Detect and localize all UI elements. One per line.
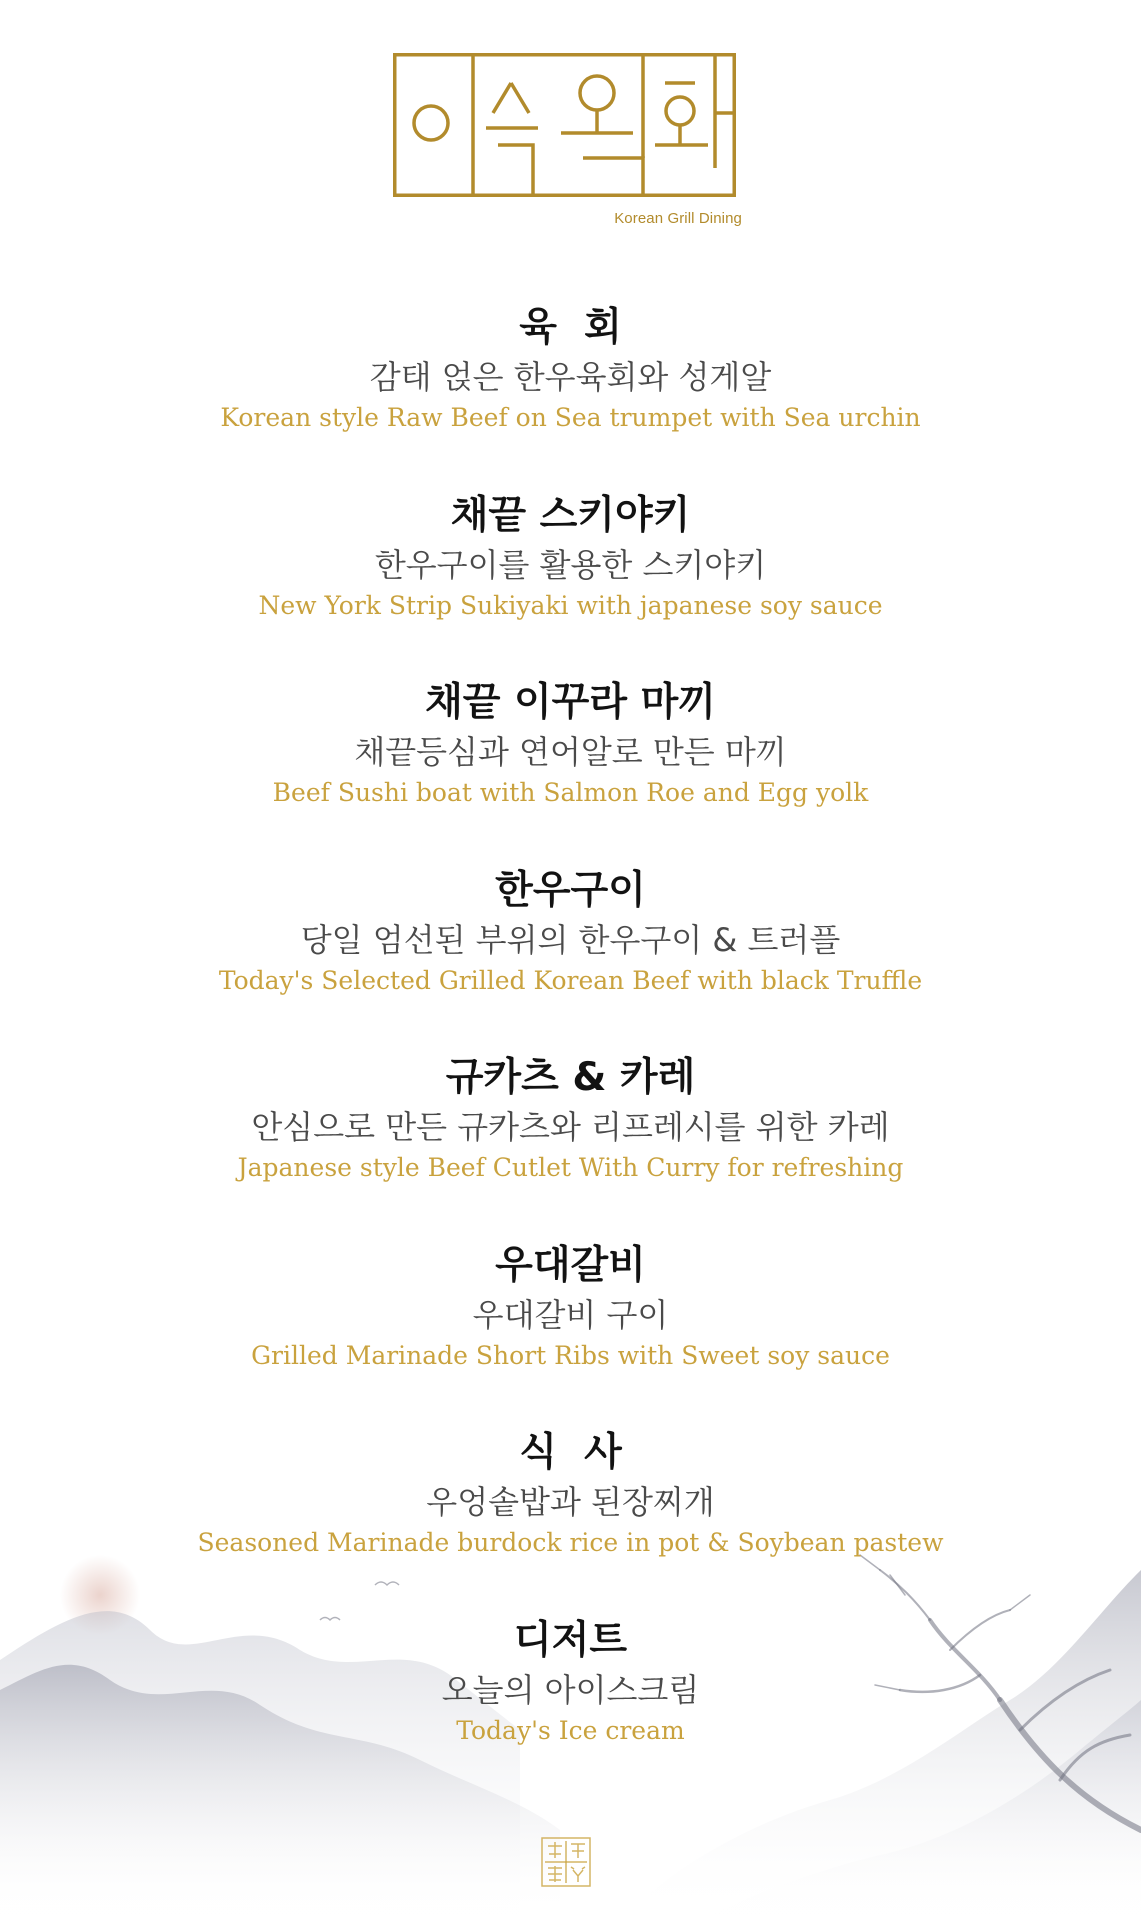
course-english-description: New York Strip Sukiyaki with japanese soy sauce [258,590,883,620]
course-item [0,1608,1141,1796]
course-korean-description: 한우구이를 활용한 스키야키 [374,545,767,584]
course-english-description: Japanese style Beef Cutlet With Curry for refreshing [237,1153,904,1182]
course-english-description: Today's Selected Grilled Korean Beef with black Truffle [218,965,923,995]
seal-stamp-icon [540,1836,592,1888]
course-english-description: Grilled Marinade Short Ribs with Sweet soy sauce [251,1340,890,1370]
course-item [0,670,1141,858]
course-title: 육 회 [519,305,622,350]
logo-subtitle: Korean Grill Dining [614,210,742,227]
course-title: 우대갈비 [495,1242,646,1288]
course-title: 식 사 [519,1430,622,1475]
course-title: 한우구이 [495,867,646,913]
course-item [0,1233,1141,1421]
course-korean-description: 우엉솥밥과 된장찌개 [426,1483,715,1521]
course-title: 채끝 스키야키 [450,492,691,538]
course-item [0,1045,1141,1233]
course-title: 규카츠 & 카레 [445,1055,696,1100]
course-korean-description: 우대갈비 구이 [472,1295,669,1334]
course-english-description: Korean style Raw Beef on Sea trumpet with Sea urchin [220,403,921,432]
course-title: 채끝 이꾸라 마끼 [425,680,716,725]
course-item [0,858,1141,1046]
course-korean-description: 오늘의 아이스크림 [441,1670,700,1709]
logo-emblem [393,53,736,197]
course-korean-description: 채끝등심과 연어알로 만든 마끼 [354,733,787,771]
restaurant-logo [390,50,742,235]
course-english-description: Today's Ice cream [456,1715,685,1745]
course-korean-description: 감태 얹은 한우육회와 성게알 [369,358,772,396]
course-korean-description: 안심으로 만든 규카츠와 리프레시를 위한 카레 [251,1108,890,1146]
course-item [0,295,1141,483]
course-title: 디저트 [513,1617,628,1663]
course-item [0,1420,1141,1608]
course-menu [0,295,1141,1795]
course-korean-description: 당일 엄선된 부위의 한우구이 & 트러플 [300,920,841,959]
course-item [0,483,1141,671]
course-english-description: Beef Sushi boat with Salmon Roe and Egg yolk [272,778,869,807]
course-english-description: Seasoned Marinade burdock rice in pot & Soybean pastew [197,1528,944,1557]
